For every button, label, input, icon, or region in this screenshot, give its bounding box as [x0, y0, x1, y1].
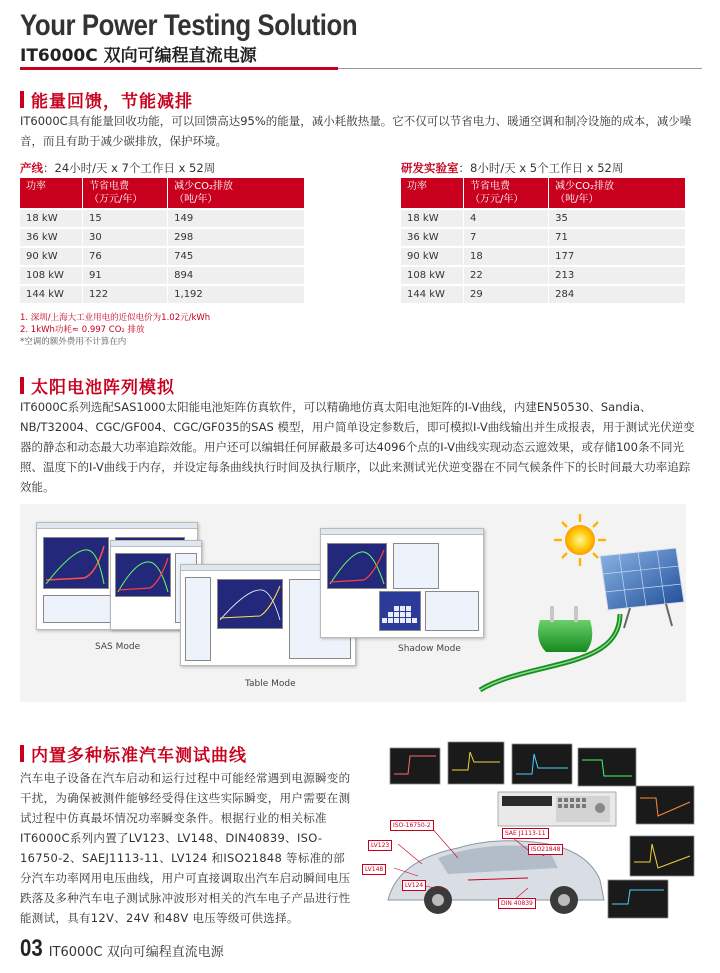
- table-cell: 29: [463, 285, 548, 303]
- table-cell: 7: [463, 228, 548, 247]
- tag-sae-j1113-11: SAE J1113-11: [502, 828, 549, 839]
- table-row: [401, 266, 685, 285]
- page-header: [20, 10, 412, 68]
- table-cell: 36 kW: [20, 228, 82, 247]
- table-cell: 18 kW: [20, 209, 82, 228]
- slogan: Your Power Testing Solution: [20, 9, 358, 42]
- table-row: [20, 228, 304, 247]
- table-cell: 149: [168, 209, 304, 228]
- table-cell: 76: [82, 247, 167, 266]
- table-cell: 91: [82, 266, 167, 285]
- column-header: 功率: [20, 178, 82, 209]
- sas-mode-caption: SAS Mode: [95, 642, 141, 652]
- tag-lv148: LV148: [362, 864, 386, 875]
- table-cell: 298: [168, 228, 304, 247]
- column-header: 节省电费 （万元/年）: [82, 178, 167, 209]
- table-cell: 30: [82, 228, 167, 247]
- table-cell: 15: [82, 209, 167, 228]
- column-header: 功率: [401, 178, 463, 209]
- table-cell: 90 kW: [20, 247, 82, 266]
- solar-software-illustration: [20, 504, 686, 702]
- table-row: [401, 209, 685, 228]
- lab-table: [401, 178, 685, 303]
- section-marker: [20, 377, 24, 394]
- table-cell: 1,192: [168, 285, 304, 303]
- header-divider-line: [338, 68, 702, 69]
- car-icon: [388, 841, 604, 914]
- table-row: [401, 228, 685, 247]
- table-cell: 36 kW: [401, 228, 463, 247]
- table-notes: [20, 312, 210, 348]
- table-cell: 18 kW: [401, 209, 463, 228]
- table-cell: 4: [463, 209, 548, 228]
- shadow-mode-caption: Shadow Mode: [398, 644, 461, 654]
- column-header: 减少CO₂排放 （吨/年）: [168, 178, 304, 209]
- table-cell: 177: [549, 247, 685, 266]
- column-header: 减少CO₂排放 （吨/年）: [549, 178, 685, 209]
- table-cell: 22: [463, 266, 548, 285]
- production-line-table: [20, 178, 304, 303]
- table-cell: 284: [549, 285, 685, 303]
- table-header-row: [20, 178, 304, 209]
- automotive-paragraph: 汽车电子设备在汽车启动和运行过程中可能经常遇到电源瞬变的干扰，为确保被测件能够经受得住这些实际瞬变，用户需要在测试过程中仿真最坏情况功率瞬变条件。根据行业的相关标准IT6000C系列内置了LV123、LV148、DIN40839、ISO-16750-2、SAEJ1113-11、LV124 和ISO21848 等标准的部分汽车功率网用电压曲线，用户可直接调取出汽车启动瞬间电压跌落及多种汽车电子测试脉冲波形对相关的汽车电子产品进行性能测试，具有12V、24V 和48V 电压等级可供选择。: [20, 771, 351, 925]
- production-line-label: 产线：24小时/天 x 7个工作日 x 52周: [20, 161, 216, 175]
- note-2: 2. 1kWh功耗≈ 0.997 CO₂ 排放: [20, 325, 145, 335]
- solar-panel-icon: [600, 548, 684, 628]
- section-title-energy: 能量回馈，节能减排: [20, 87, 193, 112]
- table-cell: 745: [168, 247, 304, 266]
- table-row: [20, 209, 304, 228]
- tag-lv123: LV123: [368, 840, 392, 851]
- section-marker: [20, 91, 24, 108]
- table-cell: 144 kW: [401, 285, 463, 303]
- column-header: 节省电费 （万元/年）: [463, 178, 548, 209]
- table-cell: 90 kW: [401, 247, 463, 266]
- table-mode-caption: Table Mode: [245, 679, 296, 689]
- note-1: 1. 深圳/上海大工业用电的近似电价为1.02元/kWh: [20, 313, 211, 323]
- plug-icon: [538, 606, 592, 652]
- table-cell: 894: [168, 266, 304, 285]
- page-footer: [20, 935, 224, 963]
- footer-title: IT6000C 双向可编程直流电源: [48, 945, 224, 960]
- table-row: [20, 266, 304, 285]
- solar-paragraph: IT6000C系列选配SAS1000太阳能电池矩阵仿真软件，可以精确地仿真太阳电池矩阵的I-V曲线，内建EN50530、Sandia、NB/T32004、CGC/GF004、CGC/GF035的SAS 模型，用户简单设定参数后，即可模拟I-V曲线输出并生成报表，用于测试光伏逆变器的静态和动态最大功率追踪效能。用户还可以编辑任何屏蔽最多可达4096个点的I-V曲线实现动态云遮效果，或存储100条不同光照、温度下的I-V曲线于内存，并设定每条曲线执行时间及执行顺序，以此来测试光伏逆变器在不同气候条件下的长时间最大功率追踪效能。: [20, 400, 695, 494]
- table-cell: 35: [549, 209, 685, 228]
- table-row: [401, 285, 685, 303]
- table-cell: 108 kW: [20, 266, 82, 285]
- product-title: IT6000C 双向可编程直流电源: [20, 46, 257, 66]
- energy-paragraph: IT6000C具有能量回收功能，可以回馈高达95%的能量，减小耗散热量。它不仅可以节省电力、暖通空调和制冷设施的成本，减少噪音，而且有助于减少碳排放，保护环境。: [20, 114, 692, 148]
- section-title-solar: 太阳电池阵列模拟: [20, 373, 175, 398]
- note-3: *空调的额外费用不计算在内: [20, 337, 127, 347]
- section-title-automotive: 内置多种标准汽车测试曲线: [20, 741, 247, 766]
- automotive-illustration: [365, 740, 700, 922]
- table-header-row: [401, 178, 685, 209]
- shadow-mode-screenshot: [320, 528, 484, 638]
- table-row: [401, 247, 685, 266]
- section-marker: [20, 745, 24, 762]
- table-cell: 108 kW: [401, 266, 463, 285]
- table-cell: 213: [549, 266, 685, 285]
- table-row: [20, 247, 304, 266]
- tag-iso-16750-2: ISO-16750-2: [390, 820, 434, 831]
- table-cell: 122: [82, 285, 167, 303]
- table-cell: 18: [463, 247, 548, 266]
- table-cell: 71: [549, 228, 685, 247]
- tag-iso21848: ISO21848: [528, 844, 563, 855]
- page-number: 03: [20, 935, 43, 962]
- lab-label: 研发实验室：8小时/天 x 5个工作日 x 52周: [401, 161, 624, 175]
- tag-din-40839: DIN 40839: [498, 898, 536, 909]
- sun-icon: [554, 514, 606, 566]
- solar-panel-plug-graphic: [470, 510, 686, 700]
- table-cell: 144 kW: [20, 285, 82, 303]
- header-accent-line: [20, 67, 338, 70]
- table-row: [20, 285, 304, 303]
- power-supply-device: [498, 792, 616, 826]
- tag-lv124: LV124: [402, 880, 426, 891]
